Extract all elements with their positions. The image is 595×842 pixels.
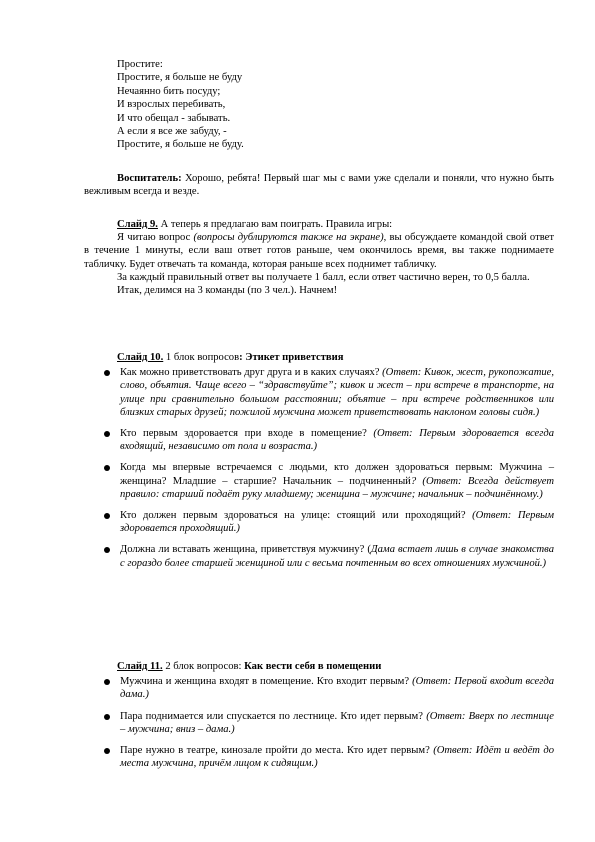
answer-text: Дама встает лишь в случае знакомства с гораздо более старшей женщиной или с весьма почтенным во всех отношениях мужчиной.) bbox=[120, 544, 555, 569]
slide10-section bbox=[84, 351, 554, 570]
question-text: Должна ли вставать женщина, приветствуя мужчину? ( bbox=[120, 544, 371, 556]
list-item bbox=[84, 427, 554, 453]
bullet-icon bbox=[104, 465, 110, 471]
bullet-icon bbox=[104, 748, 110, 754]
poem-line: Нечаянно бить посуду; bbox=[117, 85, 221, 97]
bullet-icon bbox=[104, 431, 110, 437]
slide10-label: Слайд 10. bbox=[117, 352, 164, 363]
answer-text: (Ответ: Первым здоровается проходящий.) bbox=[120, 510, 555, 535]
question-text: Как можно приветствовать друг друга и в каких случаях? bbox=[120, 367, 383, 379]
question-text: Мужчина и женщина входят в помещение. Кто входит первым? bbox=[120, 676, 413, 688]
slide11-heading-bold: Как вести себя в помещении bbox=[244, 661, 382, 672]
educator-paragraph bbox=[84, 172, 554, 198]
slide11-label: Слайд 11. bbox=[117, 661, 163, 672]
slide10-heading-bold: : Этикет приветствия bbox=[239, 352, 344, 363]
slide9-section bbox=[84, 218, 554, 297]
answer-text: (Ответ: Вверх по лестнице – мужчина; вниз – дама.) bbox=[120, 710, 554, 735]
poem-line: А если я все же забуду, - bbox=[117, 126, 227, 138]
bullet-icon bbox=[104, 513, 110, 519]
answer-text: (Ответ: Идёт и ведёт до места мужчина, причём лицом к сидящим.) bbox=[120, 745, 555, 770]
poem bbox=[117, 58, 417, 152]
answer-text: (Ответ: Первой входит всегда дама.) bbox=[120, 676, 555, 701]
slide9-heading: А теперь я предлагаю вам поиграть. Правила игры: bbox=[157, 219, 393, 230]
slide9-rules-text-end: , вы обсуждаете командой свой ответ в течение 1 минуты, если ваш ответ готов раньше, чем окончилось время, вы также поднимаете табличку. Будет отвечать та команда, которая раньше всех поднимет табличку. bbox=[84, 232, 554, 270]
question-text: Паре нужно в театре, кинозале пройти до места. Кто идет первым? bbox=[120, 745, 434, 757]
list-item bbox=[84, 366, 554, 419]
answer-text: (Ответ: Кивок, жест, рукопожатие, слово, объятия. Чаще всего – “здравствуйте”; кивок и жест – при встрече в транспорте, на улице при сравнительно большом расстоянии; объятие – при встрече родственников или близких старых друзей; пожилой мужчина может приветствовать наклоном головы сидя.) bbox=[120, 367, 554, 418]
bullet-icon bbox=[104, 679, 110, 685]
list-item bbox=[84, 675, 554, 701]
bullet-icon bbox=[104, 714, 110, 720]
slide11-section bbox=[84, 660, 554, 770]
slide9-rules-text: Я читаю вопрос bbox=[117, 232, 194, 244]
poem-line: И что обещал - забывать. bbox=[117, 112, 231, 124]
poem-line: Простите: bbox=[117, 59, 163, 70]
slide9-rules-note: (вопросы дублируются также на экране) bbox=[193, 232, 384, 244]
slide9-scoring: За каждый правильный ответ вы получаете 1 балл, если ответ частично верен, то 0,5 балла. bbox=[117, 271, 530, 283]
educator-label: Воспитатель: bbox=[117, 173, 182, 184]
poem-line: Простите, я больше не буду. bbox=[117, 139, 244, 151]
educator-text: Хорошо, ребята! Первый шаг мы с вами уже сделали и поняли, что нужно быть вежливым всегда и везде. bbox=[84, 173, 554, 198]
question-text: Пара поднимается или спускается по лестнице. Кто идет первым? bbox=[120, 710, 427, 722]
list-item bbox=[84, 543, 554, 569]
slide9-label: Слайд 9. bbox=[117, 219, 158, 230]
answer-text: ? (Ответ: Всегда действует правило: старший подаёт руку младшему; женщина – мужчине; начальник – подчинённому.) bbox=[120, 475, 554, 500]
list-item bbox=[84, 744, 554, 770]
question-text: Кто должен первым здороваться на улице: стоящий или проходящий? bbox=[120, 510, 473, 522]
slide10-heading-plain: 1 блок вопросов bbox=[163, 352, 240, 363]
bullet-icon bbox=[104, 370, 110, 376]
question-text: Кто первым здоровается при входе в помещение? bbox=[120, 428, 374, 440]
poem-line: Простите, я больше не буду bbox=[117, 72, 243, 84]
list-item bbox=[84, 710, 554, 736]
list-item bbox=[84, 461, 554, 501]
slide9-teams: Итак, делимся на 3 команды (по 3 чел.). Начнем! bbox=[117, 285, 338, 297]
answer-text: (Ответ: Первым здоровается всегда входящий, независимо от пола и возраста.) bbox=[120, 428, 554, 453]
poem-line: И взрослых перебивать, bbox=[117, 99, 226, 111]
slide11-heading-plain: 2 блок вопросов: bbox=[162, 661, 245, 672]
question-text: Когда мы впервые встречаемся с людьми, кто должен здороваться первым: Мужчина – женщина? Младшие – старшие? Начальник – подчиненный bbox=[120, 462, 554, 487]
list-item bbox=[84, 509, 554, 535]
bullet-icon bbox=[104, 547, 110, 553]
